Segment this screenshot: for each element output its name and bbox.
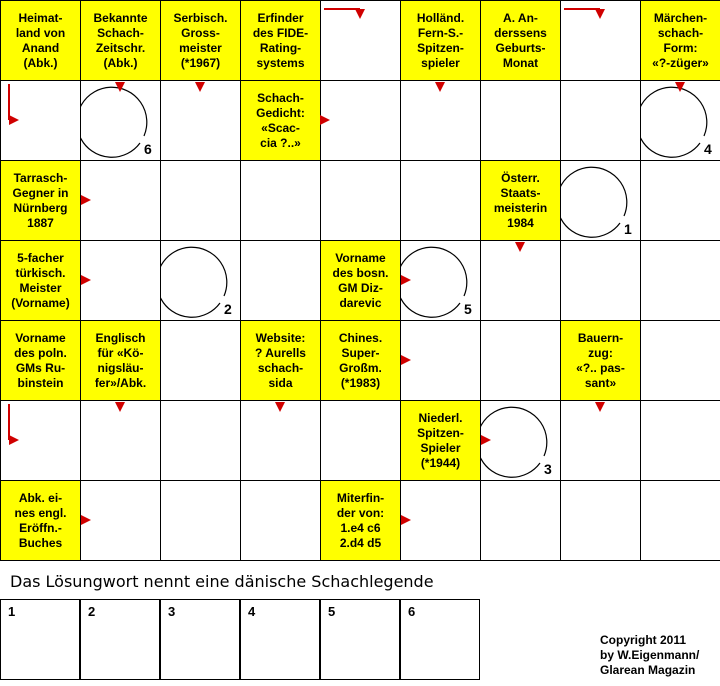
arrow-stem [564,8,600,10]
clue-cell [240,80,321,161]
answer-cell[interactable] [160,240,241,321]
answer-cell[interactable] [640,400,720,481]
clue-text: Vorname des poln. GMs Ru- binstein [14,330,67,390]
clue-cell [0,160,81,241]
clue-text: Holländ. Fern-S.- Spitzen- spieler [416,10,465,70]
arrow-down-icon [115,82,125,92]
answer-cell[interactable] [480,80,561,161]
clue-text: Schach- Gedicht: «Scac- cia ?..» [256,90,305,150]
arrow-down-icon [275,402,285,412]
arrow-stem [8,84,10,120]
clue-text: Serbisch. Gross- meister (*1967) [173,10,228,70]
arrow-down-icon [595,9,605,19]
answer-cell[interactable] [560,80,641,161]
clue-text: Abk. ei- nes engl. Eröffn.- Buches [14,490,67,550]
answer-cell[interactable] [400,480,481,561]
answer-cell[interactable] [560,400,641,481]
answer-cell[interactable] [320,400,401,481]
clue-cell [400,400,481,481]
circle-number: 3 [544,461,552,477]
answer-cell[interactable] [240,480,321,561]
clue-text: Miterfin- der von: 1.e4 c6 2.d4 d5 [336,490,385,550]
arrow-right-icon [481,435,491,445]
clue-cell [160,0,241,81]
clue-cell [0,320,81,401]
answer-cell[interactable] [640,240,720,321]
answer-cell[interactable] [240,160,321,241]
clue-cell [480,160,561,241]
solution-box-1[interactable] [0,599,80,680]
arrow-down-icon [595,402,605,412]
answer-cell[interactable] [80,80,161,161]
circle-number: 5 [464,301,472,317]
answer-cell[interactable] [400,320,481,401]
answer-cell[interactable] [160,160,241,241]
clue-text: A. An- derssens Geburts- Monat [494,10,547,70]
circle-number: 1 [624,221,632,237]
answer-cell[interactable] [80,480,161,561]
answer-cell[interactable] [240,400,321,481]
circle-number: 4 [704,141,712,157]
answer-cell[interactable] [640,160,720,241]
clue-cell [0,0,81,81]
arrow-down-icon [355,9,365,19]
clue-text: Bauern- zug: «?.. pas- sant» [576,330,625,390]
arrow-right-icon [81,515,91,525]
arrow-right-icon [81,195,91,205]
solution-box-number: 6 [408,604,416,619]
clue-cell [0,240,81,321]
clue-cell [480,0,561,81]
answer-cell[interactable] [320,160,401,241]
clue-text: Website: ? Aurells schach- sida [255,330,306,390]
solution-box-number: 4 [248,604,256,619]
answer-cell[interactable] [640,320,720,401]
answer-cell[interactable] [560,240,641,321]
solution-box-3[interactable] [160,599,240,680]
solution-box-2[interactable] [80,599,160,680]
arrow-right-icon [401,355,411,365]
solution-box-number: 5 [328,604,336,619]
solution-box-4[interactable] [240,599,320,680]
clue-cell [320,480,401,561]
arrow-right-icon [401,515,411,525]
solution-box-number: 1 [8,604,16,619]
solution-title: Das Lösungwort nennt eine dänische Schachlegende [10,572,434,591]
answer-cell[interactable] [160,80,241,161]
clue-text: Vorname des bosn. GM Diz- darevic [332,250,389,310]
answer-cell[interactable] [80,160,161,241]
clue-text: Österr. Staats- meisterin 1984 [493,170,548,230]
answer-cell[interactable] [560,160,641,241]
clue-cell [560,320,641,401]
clue-cell [320,240,401,321]
arrow-down-icon [115,402,125,412]
arrow-right-icon [9,115,19,125]
solution-box-number: 3 [168,604,176,619]
clue-text: Englisch für «Kö- nigsläu- fer»/Abk. [94,330,147,390]
answer-cell[interactable] [400,240,481,321]
answer-cell[interactable] [480,480,561,561]
clue-cell [400,0,481,81]
circle-number: 6 [144,141,152,157]
arrow-right-icon [81,275,91,285]
clue-text: Bekannte Schach- Zeitschr. (Abk.) [93,10,148,70]
solution-box-6[interactable] [400,599,480,680]
clue-text: Heimat- land von Anand (Abk.) [15,10,66,70]
arrow-down-icon [435,82,445,92]
arrow-down-icon [675,82,685,92]
arrow-right-icon [401,275,411,285]
solution-box-5[interactable] [320,599,400,680]
answer-cell[interactable] [480,320,561,401]
answer-cell[interactable] [160,400,241,481]
clue-text: Erfinder des FIDE- Rating- systems [252,10,309,70]
clue-cell [640,0,720,81]
solution-box-number: 2 [88,604,96,619]
clue-cell [80,320,161,401]
answer-cell[interactable] [480,240,561,321]
answer-cell[interactable] [160,320,241,401]
answer-cell[interactable] [160,480,241,561]
arrow-down-icon [195,82,205,92]
clue-cell [240,320,321,401]
circle-number: 2 [224,301,232,317]
clue-text: Chines. Super- Großm. (*1983) [338,330,383,390]
answer-cell[interactable] [560,480,641,561]
answer-cell[interactable] [640,80,720,161]
answer-cell[interactable] [400,160,481,241]
clue-text: Niederl. Spitzen- Spieler (*1944) [417,410,464,470]
clue-text: Märchen- schach- Form: «?-züger» [652,10,709,70]
arrow-right-icon [9,435,19,445]
clue-text: 5-facher türkisch. Meister (Vorname) [11,250,70,310]
answer-cell[interactable] [480,400,561,481]
clue-cell [240,0,321,81]
answer-cell[interactable] [640,480,720,561]
answer-cell[interactable] [240,240,321,321]
clue-text: Tarrasch- Gegner in Nürnberg 1887 [12,170,69,230]
arrow-down-icon [515,242,525,252]
copyright-notice: Copyright 2011 by W.Eigenmann/ Glarean Magazin [600,633,700,677]
arrow-stem [8,404,10,440]
answer-cell[interactable] [400,80,481,161]
answer-cell[interactable] [80,240,161,321]
clue-cell [320,320,401,401]
arrow-right-icon [320,115,330,125]
clue-cell [0,480,81,561]
arrow-stem [324,8,360,10]
clue-cell [80,0,161,81]
answer-cell[interactable] [80,400,161,481]
answer-cell[interactable] [320,80,401,161]
